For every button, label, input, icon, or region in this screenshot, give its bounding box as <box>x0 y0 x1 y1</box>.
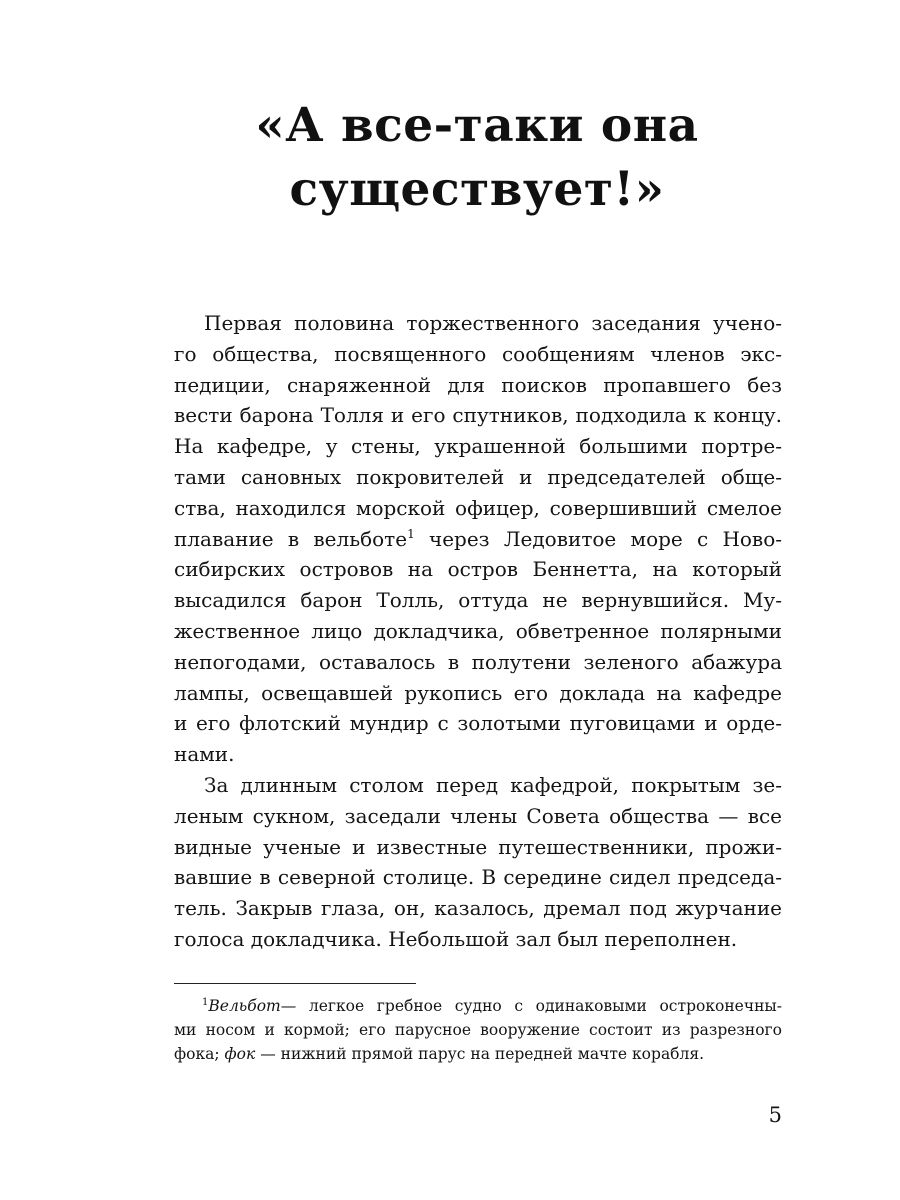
chapter-title <box>150 94 804 222</box>
text-line: вавшие в северной столице. В середине сидел председа- <box>174 865 782 890</box>
text-line: го общества, посвященного сообщениям членов экс- <box>174 341 782 366</box>
page-number: 5 <box>768 1103 782 1127</box>
text-line: педиции, снаряженной для поисков пропавшего без <box>174 372 782 397</box>
text-line: леным сукном, заседали члены Совета общества — все <box>174 803 782 828</box>
text-line: лампы, освещавшей рукопись его доклада на кафедре <box>174 680 782 705</box>
text-line: тель. Закрыв глаза, он, казалось, дремал под журчание <box>174 896 782 921</box>
text-line: ства, находился морской офицер, совершивший смелое <box>174 495 782 520</box>
text-line: видные ученые и известные путешественники, прожи- <box>174 834 782 859</box>
body-text <box>174 308 782 955</box>
text-line: сибирских островов на остров Беннетта, на который <box>174 557 782 582</box>
footnote-line <box>174 994 782 1018</box>
footnote-term: фок <box>224 1045 256 1063</box>
footnote-line: ми носом и кормой; его парусное вооружение состоит из разрезного <box>174 1021 782 1039</box>
footnote <box>174 994 782 1066</box>
paragraph-1 <box>174 308 782 770</box>
text-line-with-footnote <box>174 524 782 555</box>
footnote-divider <box>174 983 416 984</box>
text-line: вести барона Толля и его спутников, подходила к концу. <box>174 403 782 428</box>
paragraph-2 <box>174 770 782 955</box>
text-line: На кафедре, у стены, украшенной большими портре- <box>174 434 782 459</box>
footnote-marker: 1 <box>202 997 209 1008</box>
text-line: Первая половина торжественного заседания учено- <box>204 311 782 335</box>
chapter-title-line-2: существует!» <box>289 162 665 217</box>
chapter-title-line-1: «А все-таки она <box>255 98 699 153</box>
footnote-term: Вельбот <box>208 997 281 1015</box>
footnote-text: — легкое гребное судно с одинаковыми остроконечны- <box>280 997 782 1015</box>
footnote-text: — нижний прямой парус на передней мачте корабля. <box>255 1045 705 1063</box>
text-line: непогодами, оставалось в полутени зеленого абажура <box>174 649 782 674</box>
text-line: жественное лицо докладчика, обветренное полярными <box>174 618 782 643</box>
text-fragment: плавание в вельботе <box>174 526 408 551</box>
footnote-reference: 1 <box>407 526 415 541</box>
text-line: тами сановных покровителей и председателей обще- <box>174 464 782 489</box>
footnote-line <box>174 1042 782 1066</box>
text-line: нами. <box>174 742 235 767</box>
footnote-text: фока; <box>174 1045 225 1063</box>
text-line: и его флотский мундир с золотыми пуговицами и орде- <box>174 711 782 736</box>
text-line: высадился барон Толль, оттуда не вернувшийся. Му- <box>174 588 782 613</box>
text-line: За длинным столом перед кафедрой, покрытым зе- <box>204 772 782 797</box>
text-fragment: через Ледовитое море с Ново- <box>428 526 782 551</box>
text-line: голоса докладчика. Небольшой зал был переполнен. <box>174 926 738 951</box>
